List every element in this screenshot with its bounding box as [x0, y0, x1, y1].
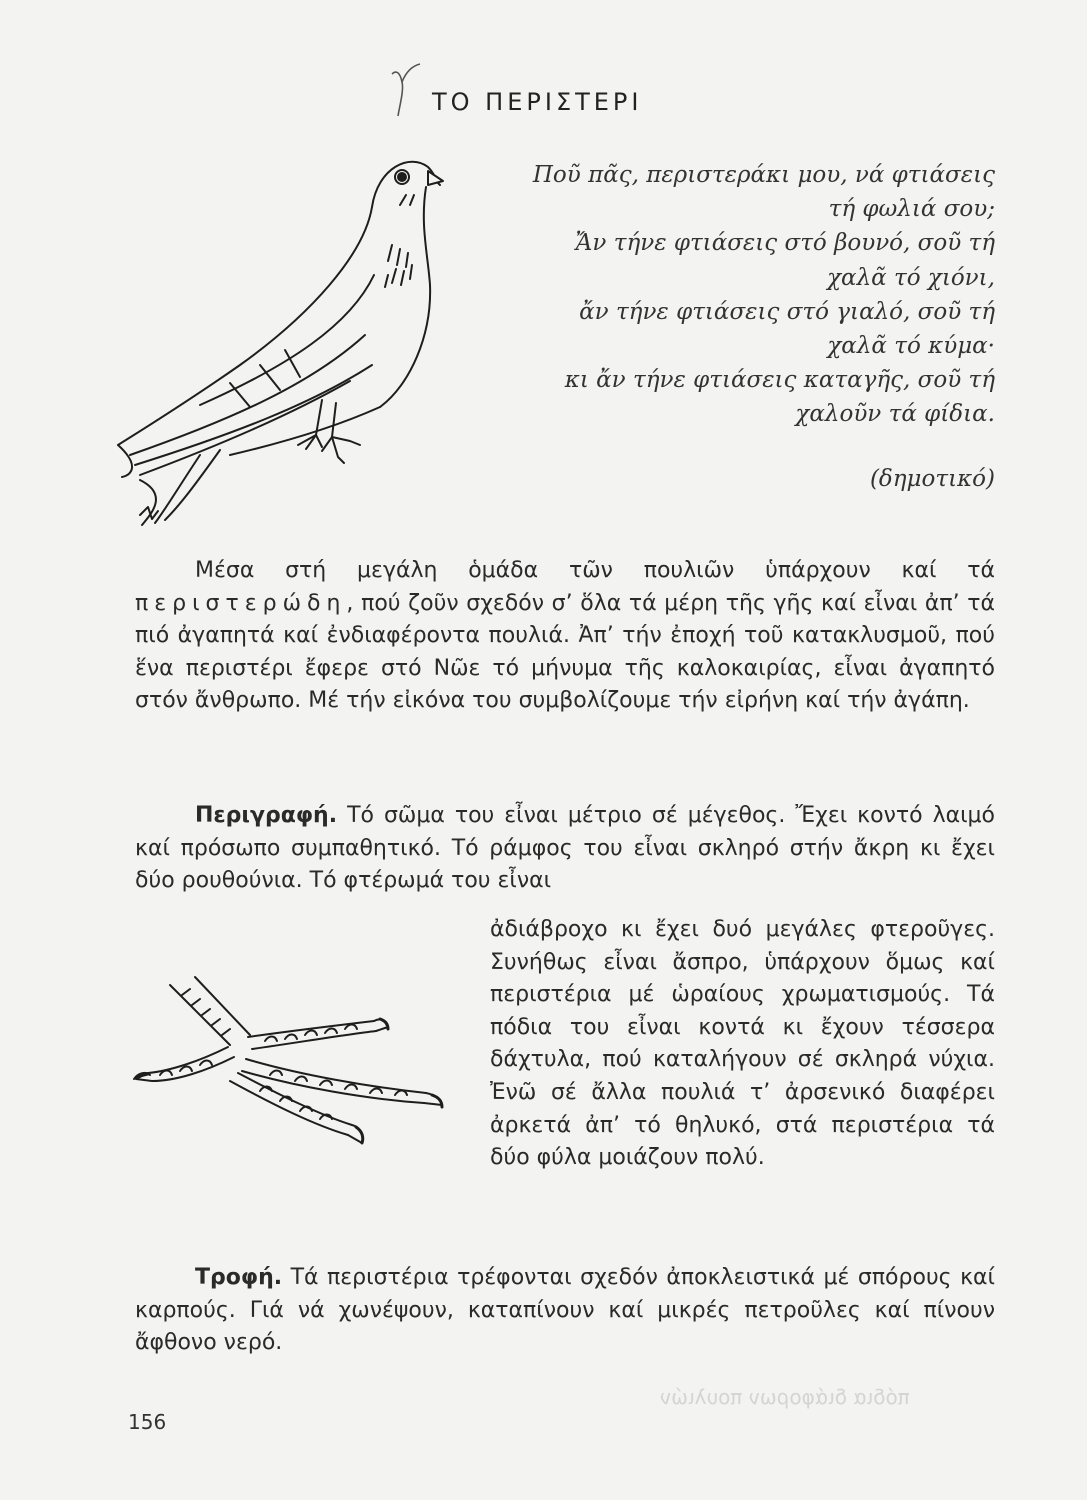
poem-source: (δημοτικό)	[869, 465, 995, 492]
description-text: Τό σῶμα του εἶναι μέτριο σέ μέγεθος. Ἔχει κοντό λαιμό καί πρόσωπο συμπαθητικό. Τό ράμφος του εἶναι σκληρό στήν ἄκρη κι ἔχει δύο ρουθούνια. Τό φτέρωμά του εἶναι	[135, 803, 995, 894]
poem-line: Ποῦ πᾶς, περιστεράκι μου, νά φτιάσεις	[532, 162, 995, 188]
dove-illustration-icon	[110, 145, 450, 530]
intro-term: περιστερώδη	[135, 590, 347, 616]
intro-paragraph	[135, 555, 995, 718]
bleed-through-text: πόδια διάφορων πουλιών	[660, 1385, 910, 1409]
description-continuation: ἀδιάβροχο κι ἔχει δυό μεγάλες φτεροῦγες. Συνήθως εἶναι ἄσπρο, ὑπάρχουν ὅμως καί περιστέρια μέ ὡραίους χρωματισμούς. Τά πόδια του εἶναι κοντά κι ἔχουν τέσσερα δάχτυλα, πού καταλήγουν σέ σκληρά νύχια. Ἐνῶ σέ ἄλλα πουλιά τ’ ἀρσενικό διαφέρει ἀρκετά ἀπ’ τό θηλυκό, στά περιστέρια τά δύο φύλα μοιάζουν πολύ.	[490, 917, 995, 1171]
poem-line: χαλᾶ τό κύμα·	[827, 333, 995, 360]
poem-line: χαλᾶ τό χιόνι,	[827, 264, 995, 291]
poem-line: ἄν τήνε φτιάσεις στό γιαλό, σοῦ τή	[579, 298, 995, 325]
page-number: 156	[128, 1410, 167, 1434]
poem-line: τή φωλιά σου;	[828, 196, 995, 223]
description-paragraph	[135, 800, 995, 898]
poem-line: Ἄν τήνε φτιάσεις στό βουνό, σοῦ τή	[575, 230, 995, 257]
page-title: ΤΟ ΠΕΡΙΣΤΕΡΙ	[432, 88, 643, 116]
intro-start: Μέσα στή μεγάλη ὁμάδα τῶν πουλιῶν ὑπάρχουν καί τά	[195, 558, 995, 583]
poem-line: χαλοῦν τά φίδια.	[795, 401, 995, 428]
description-heading: Περιγραφή.	[195, 803, 338, 828]
food-heading: Τροφή.	[195, 1265, 283, 1290]
food-text: Τά περιστέρια τρέφονται σχεδόν ἀποκλειστικά μέ σπόρους καί καρπούς. Γιά νά χωνέψουν, καταπίνουν καί μικρές πετροῦλες καί πίνουν ἄφθονο νερό.	[135, 1265, 995, 1356]
poem	[435, 158, 995, 496]
poem-line: κι ἄν τήνε φτιάσεις καταγῆς, σοῦ τή	[564, 367, 995, 394]
handwritten-mark	[388, 60, 428, 120]
intro-rest: , πού ζοῦν σχεδόν σ’ ὅλα τά μέρη τῆς γῆς καί εἶναι ἀπ’ τά πιό ἀγαπητά καί ἐνδιαφέροντα πουλιά. Ἀπ’ τήν ἐποχή τοῦ κατακλυσμοῦ, πού ἕνα περιστέρι ἔφερε στό Νῶε τό μήνυμα τῆς καλοκαιρίας, εἶναι ἀγαπητό στόν ἄνθρωπο. Μέ τήν εἰκόνα του συμβολίζουμε τήν εἰρήνη καί τήν ἀγάπη.	[135, 590, 995, 714]
food-paragraph	[135, 1262, 995, 1360]
bird-foot-illustration-icon	[130, 975, 450, 1145]
